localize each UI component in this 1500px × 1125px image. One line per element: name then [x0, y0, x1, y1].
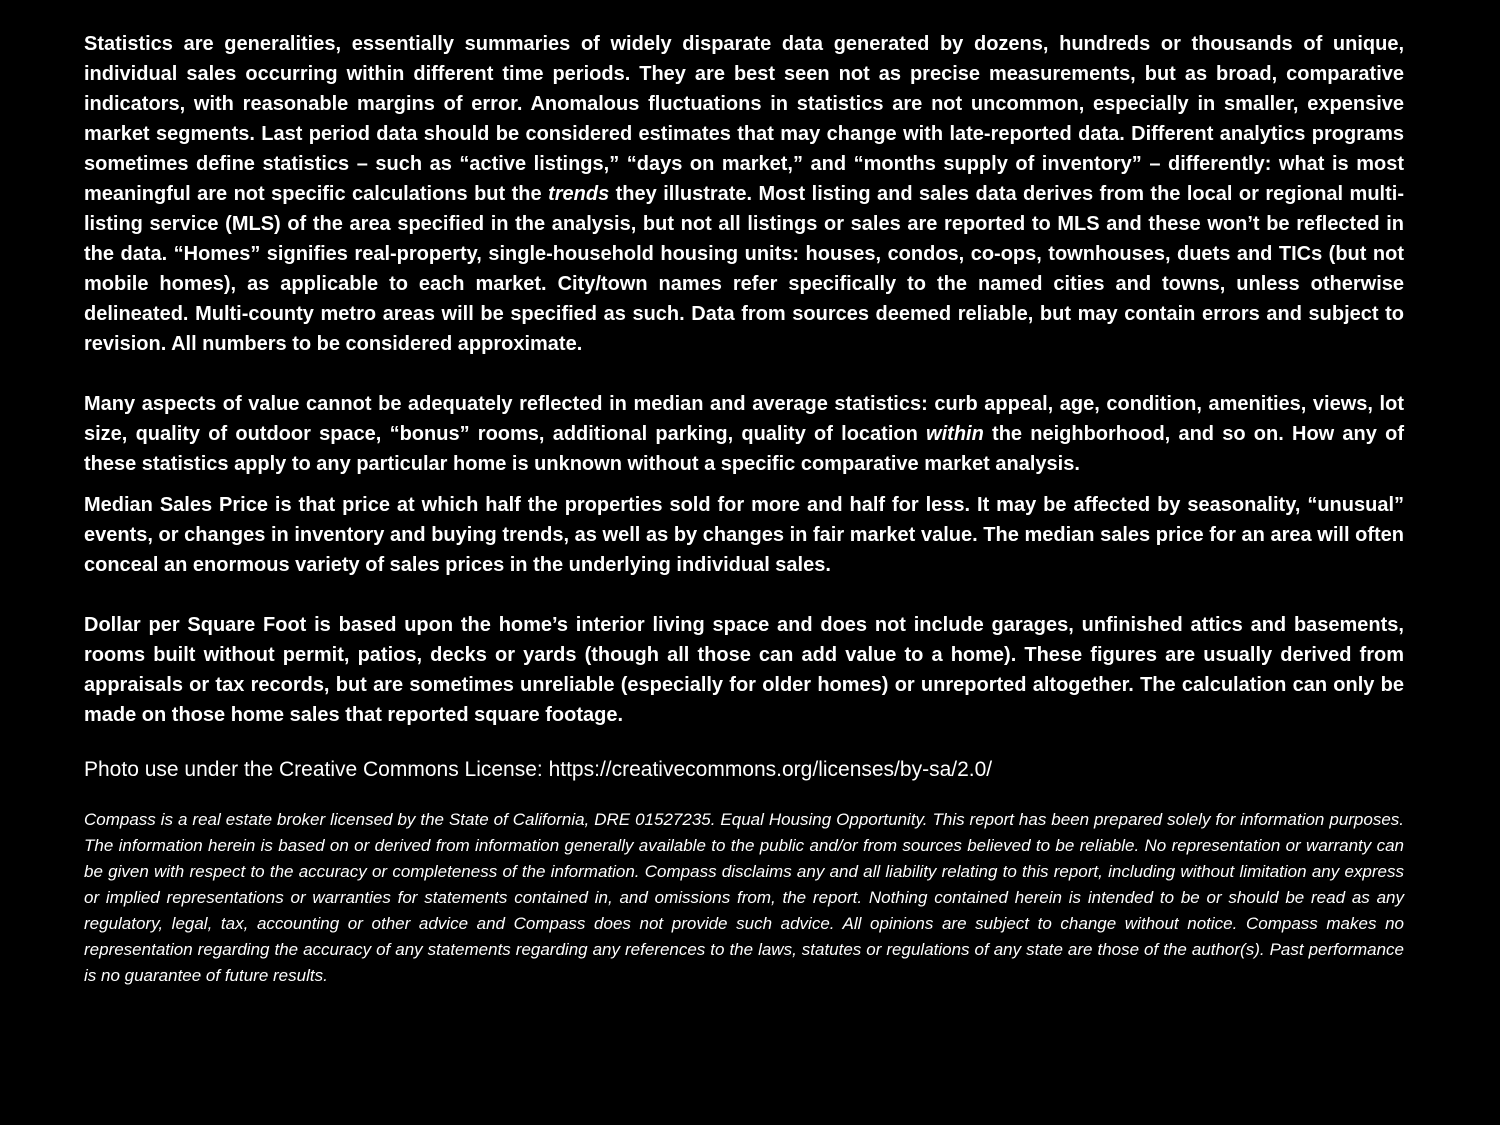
median-price-paragraph: Median Sales Price is that price at which half the properties sold for more and half for less. It may be affected by seasonality, “unusual” events, or changes in inventory and buying trends, as well as by changes in fair market value. The median sales price for an area will often conceal an enormous variety of sales prices in the underlying individual sales. — [84, 494, 1404, 576]
statistics-emphasis: trends — [548, 183, 610, 205]
value-aspects-emphasis: within — [926, 423, 984, 445]
statistics-text-start: Statistics are generalities, essentially summaries of widely disparate data generated by dozens, hundreds or thousands of unique, individual sales occurring within different time periods. They are best seen not as precise measurements, but as broad, comparative indicators, with reasonable margins of error. Anomalous fluctuations in statistics are not uncommon, especially in smaller, expensive market segments. Last period data should be considered estimates that may change with late-reported data. Different analytics programs sometimes define statistics – such as “active listings,” “days on market,” and “months supply of inventory” – differently: what is most meaningful are not specific calculations but the — [84, 33, 1404, 205]
value-aspects-text-end: the neighborhood, and so on. How any of these statistics apply to any particular home is unknown without a specific comparative market analysis. — [84, 423, 1404, 475]
dollar-per-sqft-paragraph: Dollar per Square Foot is based upon the home’s interior living space and does not include garages, unfinished attics and basements, rooms built without permit, patios, decks or yards (though all those can add value to a home). These figures are usually derived from appraisals or tax records, but are sometimes unreliable (especially for older homes) or unreported altogether. The calculation can only be made on those home sales that reported square footage. — [84, 614, 1404, 726]
document-page — [84, 29, 1404, 989]
photo-credit-line: Photo use under the Creative Commons License: https://creativecommons.org/licenses/by-sa/2.0/ — [84, 758, 993, 781]
statistics-paragraph — [84, 29, 1404, 359]
statistics-text-end: they illustrate. Most listing and sales data derives from the local or regional multi-listing service (MLS) of the area specified in the analysis, but not all listings or sales are reported to MLS and these won’t be reflected in the data. “Homes” signifies real-property, single-household housing units: houses, condos, co-ops, townhouses, duets and TICs (but not mobile homes), as applicable to each market. City/town names refer specifically to the named cities and towns, unless otherwise delineated. Multi-county metro areas will be specified as such. Data from sources deemed reliable, but may contain errors and subject to revision. All numbers to be considered approximate. — [84, 183, 1404, 355]
value-aspects-paragraph — [84, 389, 1404, 479]
value-aspects-text-start: Many aspects of value cannot be adequately reflected in median and average statistics: curb appeal, age, condition, amenities, views, lot size, quality of outdoor space, “bonus” rooms, additional parking, quality of location — [84, 393, 1404, 445]
legal-disclaimer: Compass is a real estate broker licensed by the State of California, DRE 01527235. Equal Housing Opportunity. This report has been prepared solely for information purposes. The information herein is based on or derived from information generally available to the public and/or from sources believed to be reliable. No representation or warranty can be given with respect to the accuracy or completeness of the information. Compass disclaims any and all liability relating to this report, including without limitation any express or implied representations or warranties for statements contained in, and omissions from, the report. Nothing contained herein is intended to be or should be read as any regulatory, legal, tax, accounting or other advice and Compass does not provide such advice. All opinions are subject to change without notice. Compass makes no representation regarding the accuracy of any statements regarding any references to the laws, statutes or regulations of any state are those of the author(s). Past performance is no guarantee of future results. — [84, 810, 1404, 985]
